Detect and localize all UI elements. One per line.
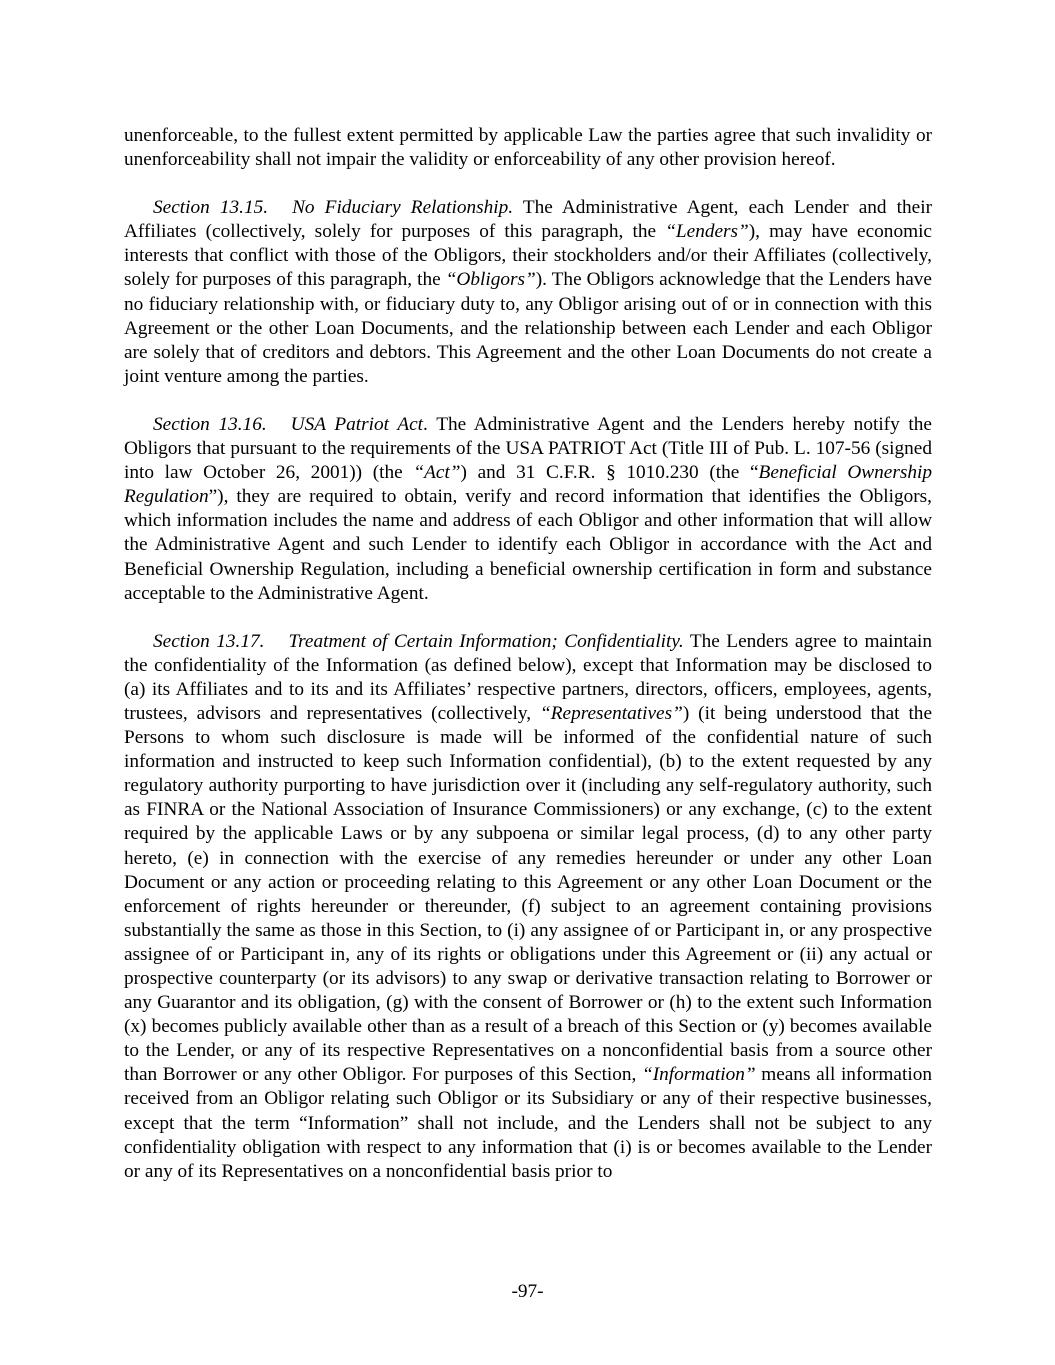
section-title: Treatment of Certain Information; Confidentiality. xyxy=(288,630,684,652)
section-number: Section 13.17. xyxy=(153,630,265,652)
defined-term-lenders: “Lenders” xyxy=(665,221,749,243)
section-text: ) (it being understood that the Persons to whom such disclosure is made will be informed of the confidential nature of such information and instructed to keep such Information confidential), (b) to the extent requested by any regulatory authority purporting to have jurisdiction over it (including any self-regulatory authority, such as FINRA or the National Association of Insurance Commissioners) or any exchange, (c) to the extent required by the applicable Laws or by any subpoena or similar legal process, (d) to any other party hereto, (e) in connection with the exercise of any remedies hereunder or under any other Loan Document or any action or proceeding relating to this Agreement or any other Loan Document or the enforcement of rights hereunder or thereunder, (f) subject to an agreement containing provisions substantially the same as those in this Section, to (i) any assignee of or Participant in, or any prospective assignee of or Participant in, any of its rights or obligations under this Agreement or (ii) any actual or prospective counterparty (or its advisors) to any swap or derivative transaction relating to Borrower or any Guarantor and its obligation, (g) with the consent of Borrower or (h) to the extent such Information (x) becomes publicly available other than as a result of a breach of this Section or (y) becomes available to the Lender, or any of its respective Representatives on a nonconfidential basis from a source other than Borrower or any other Obligor. For purposes of this Section, xyxy=(124,702,932,1086)
section-title: No Fiduciary Relationship. xyxy=(292,197,514,219)
section-text: ), may have economic interests that conflict with those of the Obligors, their stockholders and/or their Affiliates (collectively, solely for purposes of this paragraph, the xyxy=(124,221,932,291)
section-title: USA Patriot Act xyxy=(290,413,424,435)
section-text: ) and 31 C.F.R. § 1010.230 (the “ xyxy=(460,462,759,484)
section-13-16 xyxy=(124,413,932,606)
section-text: The Administrative Agent, each Lender and their Affiliates (collectively, solely for purposes of this paragraph, the xyxy=(124,197,932,243)
section-text: means all information received from an Obligor relating such Obligor or its Subsidiary or any of their respective businesses, except that the term “Information” shall not include, and the Lenders shall not be subject to any confidentiality obligation with respect to any information that (i) is or becomes available to the Lender or any of its Representatives on a nonconfidential basis prior to xyxy=(124,1064,932,1182)
section-text: The Lenders agree to maintain the confidentiality of the Information (as defined below), except that Information may be disclosed to (a) its Affiliates and to its and its Affiliates’ respective partners, directors, officers, employees, agents, trustees, advisors and representatives (collectively, xyxy=(124,630,933,724)
section-text: ”), they are required to obtain, verify and record information that identifies the Obligors, which information includes the name and address of each Obligor and other information that will allow the Administrative Agent and such Lender to identify each Obligor in accordance with the Act and Beneficial Ownership Regulation, including a beneficial ownership certification in form and substance acceptable to the Administrative Agent. xyxy=(124,486,932,604)
defined-term-representatives: “Representatives” xyxy=(540,702,683,724)
section-13-17 xyxy=(124,630,932,1184)
paragraph-text: unenforceable, to the fullest extent permitted by applicable Law the parties agree that such invalidity or unenforceability shall not impair the validity or enforceability of any other provision hereof. xyxy=(124,125,932,171)
defined-term-beneficial-ownership-regulation: Beneficial Ownership Regulation xyxy=(124,462,932,508)
section-text: . The Administrative Agent and the Lenders hereby notify the Obligors that pursuant to the requirements of the USA PATRIOT Act (Title III of Pub. L. 107-56 (signed into law October 26, 2001)) (the xyxy=(124,413,932,484)
defined-term-act: “Act” xyxy=(413,462,461,484)
section-text: ). The Obligors acknowledge that the Lenders have no fiduciary relationship with, or fiduciary duty to, any Obligor arising out of or in connection with this Agreement or the other Loan Documents, and the relationship between each Lender and each Obligor are solely that of creditors and debtors. This Agreement and the other Loan Documents do not create a joint venture among the parties. xyxy=(124,269,932,387)
section-number: Section 13.15. xyxy=(153,197,269,219)
page-number: -97- xyxy=(511,1281,544,1302)
paragraph-continuation xyxy=(124,124,932,172)
document-page xyxy=(124,124,932,1208)
defined-term-obligors: “Obligors” xyxy=(445,269,536,291)
defined-term-information: “Information” xyxy=(642,1064,756,1086)
section-number: Section 13.16. xyxy=(153,413,267,435)
section-13-15 xyxy=(124,196,932,389)
